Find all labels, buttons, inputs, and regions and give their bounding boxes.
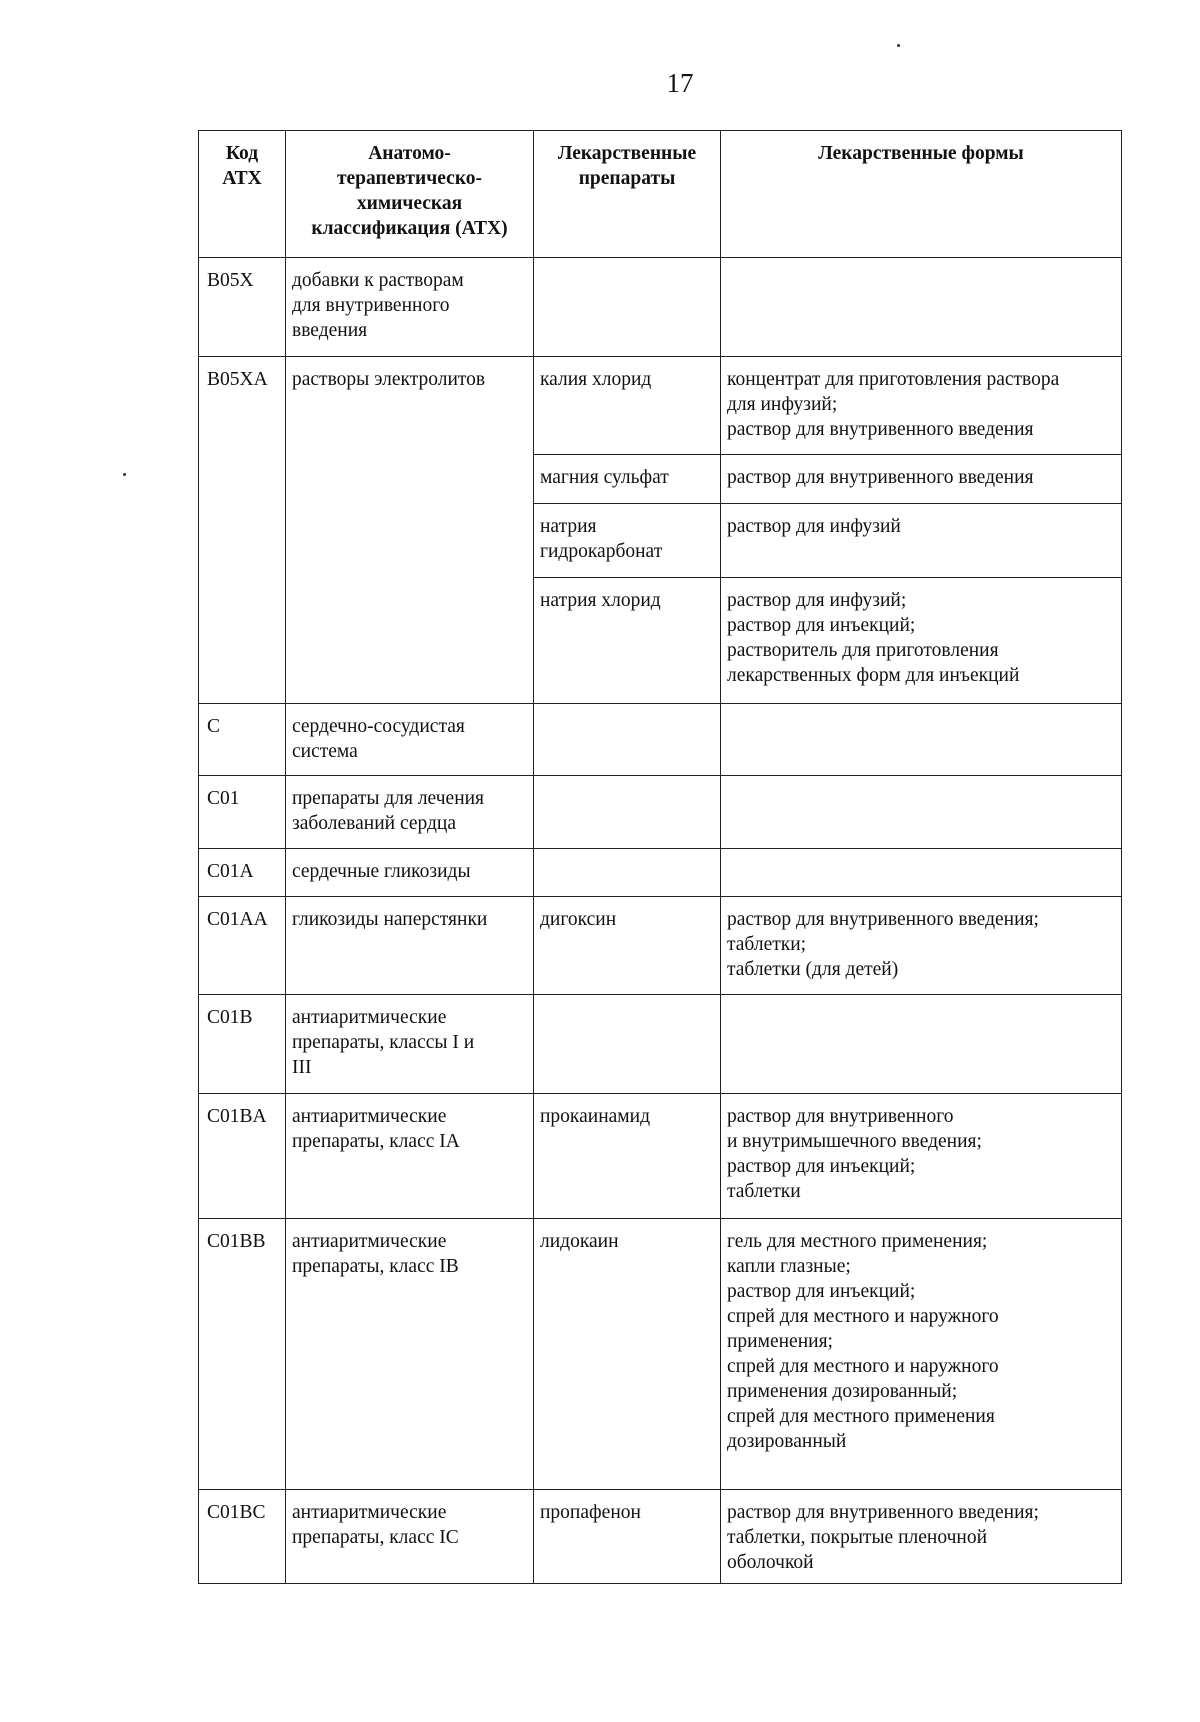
atc-code-cell: C01AA [199, 897, 286, 995]
dosage-forms-cell [721, 704, 1122, 776]
cell-line: сердечно-сосудистая [292, 716, 465, 737]
cell-line: Лекарственные [557, 143, 697, 164]
atc-code-cell: B05X [199, 258, 286, 357]
cell-line: антиаритмические [292, 1007, 447, 1028]
drug-cell [534, 704, 721, 776]
atc-code-cell: C [199, 704, 286, 776]
cell-line: препараты, класс IC [292, 1527, 459, 1548]
drug-cell [534, 258, 721, 357]
cell-line: гель для местного применения; [727, 1231, 988, 1252]
cell-line: раствор для инъекций; [727, 615, 916, 636]
dosage-forms-cell [721, 776, 1122, 849]
cell-line: гликозиды наперстянки [292, 909, 488, 930]
cell-line: натрия [540, 516, 597, 537]
cell-line: натрия хлорид [540, 590, 661, 611]
cell-line: дозированный [727, 1431, 847, 1452]
cell-line: система [292, 741, 358, 762]
drug-cell [534, 357, 721, 455]
drug-cell [534, 776, 721, 849]
drug-cell [534, 995, 721, 1094]
atc-code-cell: C01 [199, 776, 286, 849]
atc-classification-cell [286, 995, 534, 1094]
cell-line: концентрат для приготовления раствора [727, 369, 1060, 390]
scan-speck [897, 44, 900, 47]
drug-cell [534, 578, 721, 704]
table-row [199, 897, 1122, 995]
drug-cell [534, 1219, 721, 1490]
cell-line: таблетки [727, 1181, 801, 1202]
dosage-forms-cell [721, 578, 1122, 704]
atc-code-cell: C01BC [199, 1490, 286, 1584]
cell-line: таблетки (для детей) [727, 959, 899, 980]
cell-line: раствор для внутривенного введения; [727, 909, 1039, 930]
table-row [199, 258, 1122, 357]
table-row [199, 704, 1122, 776]
cell-line: препараты, класс IA [292, 1131, 460, 1152]
cell-line: применения дозированный; [727, 1381, 958, 1402]
header-drugs [534, 131, 721, 258]
dosage-forms-cell [721, 995, 1122, 1094]
drug-cell [534, 455, 721, 504]
cell-line: лидокаин [540, 1231, 619, 1252]
cell-line: раствор для внутривенного [727, 1106, 954, 1127]
cell-line: классификация (АТХ) [311, 218, 508, 239]
dosage-forms-cell [721, 849, 1122, 897]
cell-line: раствор для инъекций; [727, 1156, 916, 1177]
atc-code-cell: B05XA [199, 357, 286, 704]
dosage-forms-cell [721, 1490, 1122, 1584]
cell-line: раствор для инфузий [727, 516, 901, 537]
cell-line: раствор для внутривенного введения [727, 467, 1034, 488]
header-atc-classification [286, 131, 534, 258]
cell-line: препараты [578, 168, 676, 189]
cell-line: введения [292, 320, 368, 341]
cell-line: антиаритмические [292, 1502, 447, 1523]
cell-line: таблетки; [727, 934, 807, 955]
table-row [199, 849, 1122, 897]
dosage-forms-cell [721, 357, 1122, 455]
cell-line: препараты для лечения [292, 788, 485, 809]
cell-line: для инфузий; [727, 394, 838, 415]
atc-code-cell: C01A [199, 849, 286, 897]
cell-line: антиаритмические [292, 1231, 447, 1252]
atc-code-cell: C01BB [199, 1219, 286, 1490]
cell-line: калия хлорид [540, 369, 652, 390]
atc-drug-table [198, 130, 1122, 1584]
dosage-forms-cell [721, 897, 1122, 995]
cell-line: и внутримышечного введения; [727, 1131, 982, 1152]
table-header-row [199, 131, 1122, 258]
header-dosage-forms [721, 131, 1122, 258]
drug-cell [534, 897, 721, 995]
cell-line: раствор для инъекций; [727, 1281, 916, 1302]
cell-line: Код [225, 143, 259, 164]
dosage-forms-cell [721, 1094, 1122, 1219]
atc-classification-cell [286, 897, 534, 995]
cell-line: лекарственных форм для инъекций [727, 665, 1020, 686]
atc-code-cell: C01BA [199, 1094, 286, 1219]
cell-line: пропафенон [540, 1502, 641, 1523]
cell-line: дигоксин [540, 909, 617, 930]
cell-line: терапевтическо- [336, 168, 483, 189]
drug-cell [534, 1094, 721, 1219]
dosage-forms-cell [721, 258, 1122, 357]
table-row [199, 1219, 1122, 1490]
cell-line: химическая [356, 193, 463, 214]
cell-line: капли глазные; [727, 1256, 851, 1277]
atc-classification-cell [286, 776, 534, 849]
cell-line: раствор для внутривенного введения [727, 419, 1034, 440]
table-row [199, 995, 1122, 1094]
drug-cell [534, 849, 721, 897]
cell-line: заболеваний сердца [292, 813, 456, 834]
cell-line: раствор для внутривенного введения; [727, 1502, 1039, 1523]
cell-line: применения; [727, 1331, 833, 1352]
cell-line: препараты, классы I и [292, 1032, 475, 1053]
atc-classification-cell [286, 357, 534, 704]
header-atc-code [199, 131, 286, 258]
cell-line: для внутривенного [292, 295, 450, 316]
cell-line: растворитель для приготовления [727, 640, 999, 661]
table-row [199, 357, 1122, 455]
table-row [199, 1094, 1122, 1219]
table-row [199, 1490, 1122, 1584]
scan-speck [123, 473, 126, 476]
cell-line: раствор для инфузий; [727, 590, 907, 611]
atc-classification-cell [286, 1490, 534, 1584]
atc-code-cell: C01B [199, 995, 286, 1094]
atc-classification-cell [286, 704, 534, 776]
cell-line: добавки к растворам [292, 270, 464, 291]
cell-line: препараты, класс IB [292, 1256, 459, 1277]
table-row [199, 776, 1122, 849]
drug-cell [534, 1490, 721, 1584]
atc-classification-cell [286, 258, 534, 357]
cell-line: магния сульфат [540, 467, 669, 488]
dosage-forms-cell [721, 455, 1122, 504]
cell-line: спрей для местного и наружного [727, 1306, 999, 1327]
cell-line: спрей для местного и наружного [727, 1356, 999, 1377]
dosage-forms-cell [721, 1219, 1122, 1490]
cell-line: прокаинамид [540, 1106, 650, 1127]
atc-classification-cell [286, 1094, 534, 1219]
cell-line: оболочкой [727, 1552, 814, 1573]
cell-line: Анатомо- [368, 143, 451, 164]
drug-cell [534, 504, 721, 578]
cell-line: антиаритмические [292, 1106, 447, 1127]
cell-line: растворы электролитов [292, 369, 486, 390]
cell-line: АТХ [222, 168, 262, 189]
page-number: 17 [666, 68, 694, 98]
cell-line: Лекарственные формы [818, 143, 1024, 164]
dosage-forms-cell [721, 504, 1122, 578]
cell-line: сердечные гликозиды [292, 861, 471, 882]
cell-line: таблетки, покрытые пленочной [727, 1527, 988, 1548]
atc-classification-cell [286, 849, 534, 897]
cell-line: III [292, 1057, 312, 1078]
atc-classification-cell [286, 1219, 534, 1490]
cell-line: гидрокарбонат [540, 541, 663, 562]
cell-line: спрей для местного применения [727, 1406, 995, 1427]
